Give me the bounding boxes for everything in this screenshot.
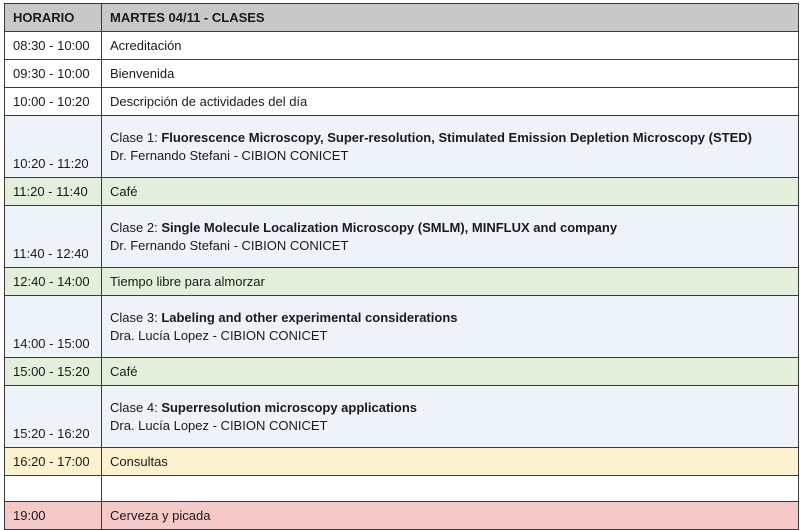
row-activity: Cerveza y picada [102,502,799,530]
row-time: 15:00 - 15:20 [5,358,102,386]
class-number: Clase 3: [110,309,162,325]
row-activity: Bienvenida [102,60,799,88]
schedule-row [5,60,799,88]
empty-row [5,476,799,502]
break-row [5,178,799,206]
row-activity: Consultas [102,448,799,476]
header-time: HORARIO [5,4,102,32]
class-cell [102,116,799,178]
class-row [5,116,799,178]
schedule-row [5,88,799,116]
row-activity: Café [102,178,799,206]
class-cell [102,386,799,448]
class-speaker: Dra. Lucía Lopez - CIBION CONICET [110,327,328,343]
break-row [5,268,799,296]
row-time: 12:40 - 14:00 [5,268,102,296]
row-time: 11:40 - 12:40 [5,206,102,268]
row-time: 09:30 - 10:00 [5,60,102,88]
schedule-row [5,32,799,60]
evening-row [5,502,799,530]
row-time: 14:00 - 15:00 [5,296,102,358]
row-activity: Acreditación [102,32,799,60]
row-time: 19:00 [5,502,102,530]
header-row [5,4,799,32]
class-row [5,386,799,448]
row-time: 10:20 - 11:20 [5,116,102,178]
row-time: 10:00 - 10:20 [5,88,102,116]
class-cell [102,206,799,268]
row-time [5,476,102,502]
class-number: Clase 4: [110,399,162,415]
row-time: 11:20 - 11:40 [5,178,102,206]
row-time: 16:20 - 17:00 [5,448,102,476]
class-speaker: Dr. Fernando Stefani - CIBION CONICET [110,147,349,163]
class-speaker: Dr. Fernando Stefani - CIBION CONICET [110,237,349,253]
row-activity: Descripción de actividades del día [102,88,799,116]
row-activity [102,476,799,502]
questions-row [5,448,799,476]
class-number: Clase 1: [110,129,162,145]
break-row [5,358,799,386]
class-title: Single Molecule Localization Microscopy (SMLM), MINFLUX and company [161,219,618,235]
class-row [5,296,799,358]
class-title: Superresolution microscopy applications [161,399,418,415]
row-time: 15:20 - 16:20 [5,386,102,448]
row-time: 08:30 - 10:00 [5,32,102,60]
row-activity: Tiempo libre para almorzar [102,268,799,296]
class-title: Labeling and other experimental considerations [161,309,458,325]
row-activity: Café [102,358,799,386]
class-number: Clase 2: [110,219,162,235]
class-title: Fluorescence Microscopy, Super-resolution, Stimulated Emission Depletion Microscopy (STED) [161,129,752,145]
class-cell [102,296,799,358]
class-row [5,206,799,268]
header-title: MARTES 04/11 - CLASES [102,4,799,32]
class-speaker: Dra. Lucía Lopez - CIBION CONICET [110,417,328,433]
schedule-table [4,3,799,530]
